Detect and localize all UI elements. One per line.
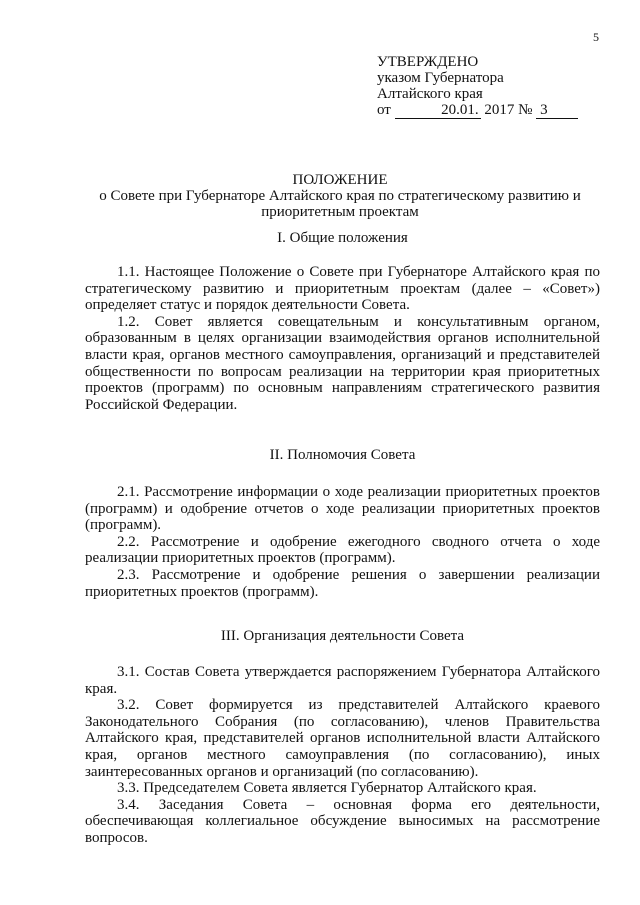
approval-region: Алтайского края <box>377 86 483 102</box>
section-heading: III. Организация деятельности Совета <box>220 628 465 644</box>
approval-year-sign: 2017 № <box>484 102 533 118</box>
section-heading: II. Полномочия Совета <box>269 447 416 463</box>
paragraph: 3.3. Председателем Совета является Губернатор Алтайского края. <box>117 780 537 797</box>
approval-number: 3 <box>536 103 578 119</box>
section-body <box>85 484 600 600</box>
document-title <box>60 172 620 220</box>
approval-heading: УТВЕРЖДЕНО <box>377 54 479 70</box>
approval-stamp <box>377 54 578 119</box>
paragraph: 1.2. Совет является совещательным и консультативным органом, образованным в целях организации взаимодействия органов исполнительной власти края, органов местного самоуправления, организаций и представителей общественности по вопросам реализации на территории края приоритетных проектов (программ) по основным направлениям стратегического развития Российской Федерации. <box>85 313 600 413</box>
paragraph: 3.2. Совет формируется из представителей Алтайского краевого Законодательного Собрания (по согласованию), членов Правительства Алтайского края, представителей органов исполнительной власти Алтайского края, органов местного самоуправления (по согласованию), иных заинтересованных органов и организаций (по согласованию). <box>85 697 600 780</box>
paragraph: 3.1. Состав Совета утверждается распоряжением Губернатора Алтайского края. <box>85 664 600 697</box>
paragraph: 1.1. Настоящее Положение о Совете при Губернаторе Алтайского края по стратегическому развитию и приоритетным проектам (далее – «Совет») определяет статус и порядок деятельности Совета. <box>85 264 600 314</box>
section-body <box>85 664 600 847</box>
title-subtitle: о Совете при Губернаторе Алтайского края по стратегическому развитию и приоритетным проектам <box>99 188 581 220</box>
approval-date: 20.01. <box>395 103 481 119</box>
approval-from: от <box>377 102 391 118</box>
paragraph: 2.1. Рассмотрение информации о ходе реализации приоритетных проектов (программ) и одобрение отчетов о ходе реализации приоритетных проектов (программ). <box>85 484 600 534</box>
section-heading: I. Общие положения <box>277 230 408 246</box>
page-number: 5 <box>593 30 599 44</box>
section-body <box>85 264 600 413</box>
paragraph: 2.2. Рассмотрение и одобрение ежегодного сводного отчета о ходе реализации приоритетных проектов (программ). <box>85 533 600 567</box>
approval-date-line <box>377 102 578 119</box>
approval-decree: указом Губернатора <box>377 70 504 86</box>
paragraph: 3.4. Заседания Совета – основная форма его деятельности, обеспечивающая коллегиальное обсуждение выносимых на рассмотрение вопросов. <box>85 796 600 846</box>
title-heading: ПОЛОЖЕНИЕ <box>292 172 388 188</box>
paragraph: 2.3. Рассмотрение и одобрение решения о завершении реализации приоритетных проектов (программ). <box>85 566 600 600</box>
